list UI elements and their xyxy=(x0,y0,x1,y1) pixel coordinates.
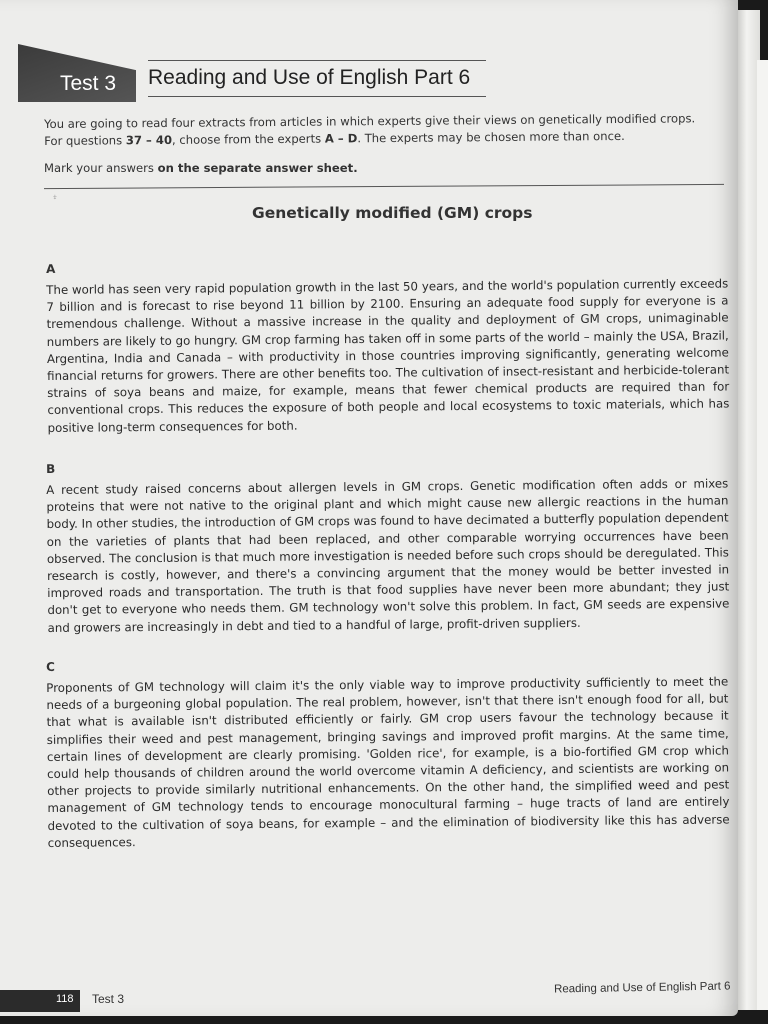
footer-test-label: Test 3 xyxy=(92,992,125,1006)
title-rule-top xyxy=(148,60,486,61)
extract-letter: B xyxy=(46,461,56,476)
page-edge-next xyxy=(757,60,768,1010)
extract-text: Proponents of GM technology will claim it's the only viable way to improve productivity sufficiently to meet the needs of a burgeoning global population. The real problem, however, isn't that there isn't enough food for all, but that what is available isn't distributed efficiently or fairly. GM crop users favour the technology because it simplifies their weed and pest management, bringing savings and improved profit margins. At the same time, certain lines of development are clearly promising. 'Golden rice', for example, is a bio-fortified GM crop which could help thousands of children around the world overcome vitamin A deficiency, and scientists are working on other projects to provide similarly nutritional enhancements. On the other hand, the simplified weed and pest management of GM technology tends to encourage monocultural farming – huge tracts of land are entirely devoted to the cultivation of soya beans, for example – and the elimination of biodiversity like this has adverse consequences. xyxy=(46,674,730,850)
extract-a xyxy=(46,255,730,436)
extract-text: The world has seen very rapid population growth in the last 50 years, and the world's population currently exceeds 7 billion and is forecast to rise beyond 11 billion by 2100. Ensuring an adequate food supply for everyone is a tremendous challenge. Without a massive increase in the quality and deployment of GM crops, unimaginable numbers are likely to go hungry. GM crop farming has taken off in some parts of the world – mainly the USA, Brazil, Argentina, India and Canada – with productivity in those countries improving significantly, generating welcome financial returns for growers. There are other benefits too. The cultivation of insect-resistant and herbicide-tolerant strains of soya beans and maize, for example, means that fewer chemical products are required than for conventional crops. This reduces the exposure of both people and local ecosystems to toxic materials, which has positive long-term consequences for both. xyxy=(46,276,730,435)
extract-text: A recent study raised concerns about allergen levels in GM crops. Genetic modification often adds or mixes proteins that were not native to the original plant and which might cause new allergic reactions in the human body. In other studies, the introduction of GM crops was found to have decimated a butterfly population dependent on the varieties of plants that had been replaced, and other comparable worrying occurrences have been observed. The conclusion is that much more investigation is needed before such crops should be deregulated. This research is costly, however, and there's a convincing argument that the money would be better invested in improved roads and transportation. The truth is that food supplies have never been more abundant; they just don't get to everyone who needs them. GM technology won't solve this problem. In fact, GM seeds are expensive and growers are increasingly in debt and tied to a handful of large, profit-driven suppliers. xyxy=(46,476,730,635)
title-rule-bottom xyxy=(148,96,486,97)
extract-b xyxy=(46,455,730,636)
extract-c xyxy=(46,653,730,852)
footer-section-label: Reading and Use of English Part 6 xyxy=(553,980,731,996)
page-number: 118 xyxy=(56,993,74,1005)
section-title: Reading and Use of English Part 6 xyxy=(148,66,471,89)
pin-icon: ⍖ xyxy=(52,192,58,203)
question-range: 37 – 40 xyxy=(125,132,173,148)
instruction-line-2: For questions 37 – 40, choose from the experts A – D. The experts may be chosen more than once. xyxy=(44,128,625,148)
mark-instruction: Mark your answers on the separate answer sheet. xyxy=(44,161,358,175)
extract-letter: C xyxy=(46,659,55,674)
expert-range: A – D xyxy=(324,131,358,146)
test-label: Test 3 xyxy=(60,72,117,95)
article-title: Genetically modified (GM) crops xyxy=(252,204,533,222)
instruction-line-1: You are going to read four extracts from articles in which experts give their views on genetically modified crops. xyxy=(44,111,696,131)
extract-letter: A xyxy=(46,261,56,276)
instructions xyxy=(44,110,734,150)
